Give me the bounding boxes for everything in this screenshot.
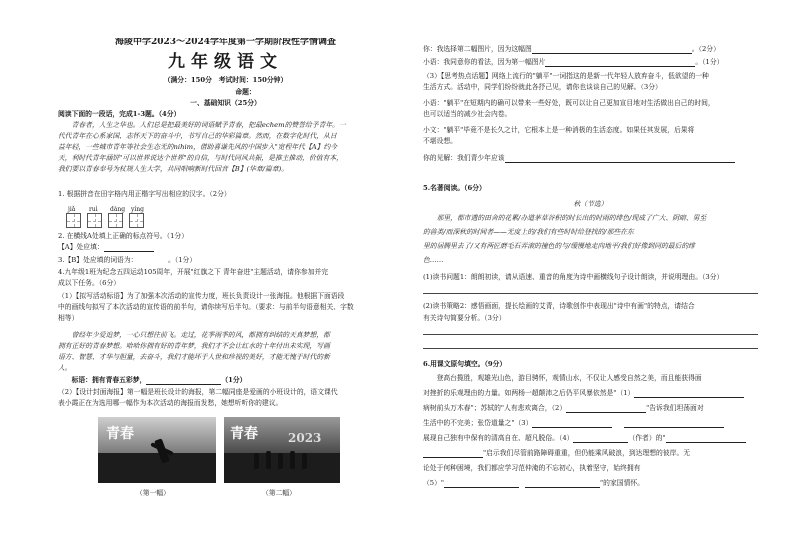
poem-line: 的兽类/而深秋的时间者——无度上的/我们有些时时给登找的/那些在东 (423, 228, 634, 236)
writing-box[interactable]: ruì (87, 213, 102, 228)
left-column: 海陵中学2023～2024学年度第一学期阶段性学情调查 九年级语文 （满分：150分 考试时间：150分钟） 命题： 一、基础知识（25分） 阅读下面的一段话，完成1-3题。（4分） 青春者，人生之华也。人们总是把最美好的词语赋予青春，把最echem的赞誉给予青年。一 代代青年在心系家国、志怀天下的奋斗中，书写自己的华彩篇章。然而，在数字化时代，从日 益年轻，一些城市青年等社会生态无的nihim，借助喜谦先风的中国步入"宽程年代【A】约今 天，利时代青年涵饼"可以世界说达个世界"的自信，与时代同风共振，是推主推动，价值有本， 我们要以青春奉号为杖规人生大学，共同唱响新时代回音【B】(华章/篇章)。 1. 根据拼音在田字格内用正楷字写出相应的汉字。（2分） jiǎ ruì dàng yíng 2. 在横线A处填上正确的标点符号。（1分） 【A】处应填： 3.【B】处应填的词语为： 。（1分） 4.九年级1班为纪念五四运动105周年，开展"红旗之下 青年奋进"主题活动，请你参加并完 成以下任务。（6分） （1）【拟写活动标语】为了加强本次活动的宣传力度，班长负责设计一张海报。他根据下面语段 中的画线句拟写了本次活动的宣传语的前半句，请你续写后半句。（要求：与前半句语意相关、字数 相等） 曾经年少爱追梦，一心只想往前飞。走过，花季雨季的风，都拥有纠结的天真梦想，都 拥有正好的青春梦想。哈哈你拥有好的青年梦，我们才不会让红水的十年付出未实现，写画 语方、智慧、才华与胆量，去奋斗，我们才能坏于人世和珍视的美好，才能无愧于时代的新 人。 标语：拥有青春五彩梦， （1分） （2）【设计封面海报】第一幅是班长设计的海报，第二幅同座是爱画的小班设计的，语文课代 表小霞正在为选用哪一幅作为本次活动的海报而发愁，她想听听你的建议。 青春 青春 2023 （第一幅） （第二幅） (58, 0, 393, 550)
task-3-cont: 生活方式。活动中，同学们纷纷就此各抒己见，请你也谈谈自己的见解。（3分） (423, 83, 662, 91)
question-intro: 阅读下面的一段话，完成1-3题。（4分） (58, 110, 181, 118)
reading-task-2-cont: 有关诗句简要分析。（3分） (423, 314, 506, 322)
fill-blank[interactable] (573, 435, 628, 443)
passage-line: 天，利时代青年涵饼"可以世界说达个世界"的自信，与时代同风共振，是推主推动，价值有本， (58, 154, 343, 162)
question-4-cont: 成以下任务。（6分） (58, 279, 121, 287)
fill-blank[interactable] (525, 480, 600, 488)
dialogue-line: 也可以适当的减少社会内卷。 (423, 110, 512, 118)
poem-line: 拥有正好的青春梦想。哈哈你拥有好的青年梦，我们才不会让红水的十年付出未实现，写画 (58, 342, 330, 350)
answer-line: 你：我选择第二幅图片，因为这幅图 (423, 45, 532, 53)
right-column: 你：我选择第二幅图片，因为这幅图 。（2分） 小语：我同意你的看法，因为第一幅图片 。（1分） （3）【思考热点话题】网络上流行的"躺平"一词指这的是新一代年轻人放弃奋斗，低欲望的一种 生活方式。活动中，同学们纷纷就此各抒己见，请你也谈谈自己的见解。（3分） 小语："躺平"在短期内的确可以带来一些好处，既可以让自己更加宣目地对生活做出自己的时间， 也可以适当的减少社会内卷。 小文："躺平"毕竟不是长久之计，它根本上是一种消极的生活态度。如果任其发展，后果将 不堪设想。 你的见解：我们青少年应该 5.名著阅读。（6分） 秋（节选） 那里，都市遗的田舍的花累/办道茅草谷积的时长出的时雨的绯色/现成了广大、阴暗、男至 的兽类/而深秋的时间者——无度上的/我们有些时时给登找的/那些在东 里的居腾里去了/又有两匠磨毛石弄滚的撞色的与/缓慢地走向地平/我们好像到同的最后的绯 色…… (1)读书问题1：朗朗初读，请从语速、重音的角度为诗中画横线句子设计朗读，并说明理由。（3分） (2)读书策略2：感悟画面，提长绘画的艾青，诗歌创作中表现出"诗中有画"的特点，请结合 有关诗句简要分析。（3分） 6.用课文原句填空。（9分） 登高台揽胜，观雄光山色，游目骋怀，观情山水，不仅让人感受自然之美，而且能获得面 对挫折的乐观理由的力量。如两杨一超颠沛之后仍平风暴依然是"（1） 病树前头万木春"；苏轼的"人有悲欢离合，（2） "告诉我们坦荡面对 生活中的不完美；张岱道量之"（3） 展现自己独有中保有的清高自在、超凡脱俗。（4） （作者）的" "启示我们尽管前路障碍重重，但仍能乘风破浪，到达理想的彼岸。无 论处于何种困境，我们都应学习范仲淹的不忘初心，执着坚守，始终拥有 （5）" "的家国情怀。 (423, 0, 758, 550)
opinion-blank[interactable] (505, 155, 735, 163)
proposer-label: 命题： (235, 88, 256, 96)
poem-line: 曾经年少爱追梦，一心只想往前飞。走过，花季雨季的风，都拥有纠结的天真梦想，都 (58, 331, 330, 339)
fill-blank[interactable] (566, 405, 646, 413)
dialogue-line: 小语："躺平"在短期内的确可以带来一些好处，既可以让自己更加宣目地对生活做出自己的时间， (423, 99, 715, 107)
fill-blank[interactable] (666, 435, 746, 443)
answer-blank[interactable] (532, 46, 692, 54)
question-6: 6.用课文原句填空。（9分） (423, 360, 507, 368)
school-title: 海陵中学2023～2024学年度第一学期阶段性学情调查 (114, 38, 337, 47)
question-4: 4.九年级1班为纪念五四运动105周年，开展"红旗之下 青年奋进"主题活动，请你参加并完 (58, 268, 329, 276)
slogan-blank[interactable] (146, 377, 221, 385)
question-5: 5.名著阅读。（6分） (423, 184, 486, 192)
dialogue-line: 不堪设想。 (423, 137, 457, 145)
poster-1-image[interactable]: 青春 (98, 417, 216, 483)
fill-blank[interactable] (423, 450, 483, 458)
answer-line: 小语：我同意你的看法，因为第一幅图片 (423, 58, 546, 66)
fill-blank[interactable] (532, 420, 612, 428)
answer-rule[interactable] (423, 334, 758, 335)
passage-line: 代代青年在心系家国、志怀天下的奋斗中，书写自己的华彩篇章。然而，在数字化时代，从日 (58, 132, 337, 140)
question-3: 3.【B】处应填的词语为： 。（1分） (58, 256, 197, 264)
task-3: （3）【思考热点话题】网络上流行的"躺平"一词指这的是新一代年轻人放弃奋斗，低欲望的一种 (423, 72, 709, 80)
question-2: 2. 在横线A处填上正确的标点符号。（1分） (58, 232, 189, 240)
task-2: （2）【设计封面海报】第一幅是班长设计的海报，第二幅同座是爱画的小班设计的，语文课代 (58, 388, 338, 396)
reading-task-2: (2)读书策略2：感悟画面，提长绘画的艾青，诗歌创作中表现出"诗中有画"的特点，请结合 (423, 302, 695, 310)
task-1-cont: 中的画线句拟写了本次活动的宣传语的前半句，请你续写后半句。（要求：与前半句语意相关、字数 (58, 303, 354, 311)
poem-line: 里的居腾里去了/又有两匠磨毛石弄滚的撞色的与/缓慢地走向地平/我们好像到同的最后的绯 (423, 242, 695, 250)
page-title: 九年级语文 (168, 52, 283, 72)
fill-blank[interactable] (634, 390, 744, 398)
answer-a-label: 【A】处应填： (58, 243, 104, 251)
task-1-cont: 相等） (58, 314, 79, 322)
section-heading: 一、基础知识（25分） (190, 99, 261, 107)
exam-meta: （满分：150分 考试时间：150分钟） (163, 76, 288, 84)
passage-line: 我们要以青春奉号为杖规人生大学，共同唱响新时代回音【B】(华章/篇章)。 (58, 165, 289, 173)
passage-line: 青春者，人生之华也。人们总是把最美好的词语赋予青春，把最echem的赞誉给予青年。一 (58, 121, 346, 129)
poem-line: 人。 (58, 364, 72, 372)
caption-2: （第二幅） (262, 489, 296, 497)
caption-1: （第一幅） (136, 489, 170, 497)
character-grid (66, 206, 145, 228)
poster-2-image[interactable]: 青春 2023 (224, 417, 340, 483)
question-1: 1. 根据拼音在田字格内用正楷字写出相应的汉字。（2分） (58, 190, 231, 198)
writing-box[interactable]: dàng (108, 213, 123, 228)
poem-line: 那里，都市遗的田舍的花累/办道茅草谷积的时长出的时雨的绯色/现成了广大、阴暗、男至 (423, 214, 707, 222)
reading-task-1: (1)读书问题1：朗朗初读，请从语速、重音的角度为诗中画横线句子设计朗读，并说明理由。（3分） (423, 273, 724, 281)
slogan-label: 标语：拥有青春五彩梦， (58, 376, 147, 384)
opinion-label: 你的见解：我们青少年应该 (423, 154, 505, 162)
task-1: （1）【拟写活动标语】为了加强本次活动的宣传力度，班长负责设计一张海报。他根据下面语段 (58, 292, 345, 300)
passage-line: 益年轻，一些城市青年等社会生态无的nihim，借助喜谦先风的中国步入"宽程年代【A】约今 (58, 143, 338, 151)
answer-rule[interactable] (423, 348, 758, 349)
fill-line: 登高台揽胜，观雄光山色，游目骋怀，观情山水，不仅让人感受自然之美，而且能获得面 (423, 374, 702, 382)
poem-line: 色…… (423, 256, 444, 264)
writing-box[interactable]: yíng (129, 213, 144, 228)
answer-blank[interactable] (545, 59, 695, 67)
answer-blank[interactable] (104, 244, 154, 252)
fill-blank[interactable] (444, 480, 519, 488)
answer-rule[interactable] (423, 293, 758, 294)
poem-title: 秋（节选） (573, 200, 608, 208)
task-2-cont: 表小霞正在为选用哪一幅作为本次活动的海报而发愁，她想听听你的建议。 (58, 399, 283, 407)
fill-line: 论处于何种困境，我们都应学习范仲淹的不忘初心，执着坚守，始终拥有 (423, 464, 641, 472)
dialogue-line: 小文："躺平"毕竟不是长久之计，它根本上是一种消极的生活态度。如果任其发展，后果将 (423, 126, 695, 134)
poem-line: 语方、智慧、才华与胆量，去奋斗，我们才能坏于人世和珍视的美好，才能无愧于时代的新 (58, 353, 330, 361)
writing-box[interactable]: jiǎ (66, 213, 81, 228)
fill-blank[interactable] (624, 420, 724, 428)
